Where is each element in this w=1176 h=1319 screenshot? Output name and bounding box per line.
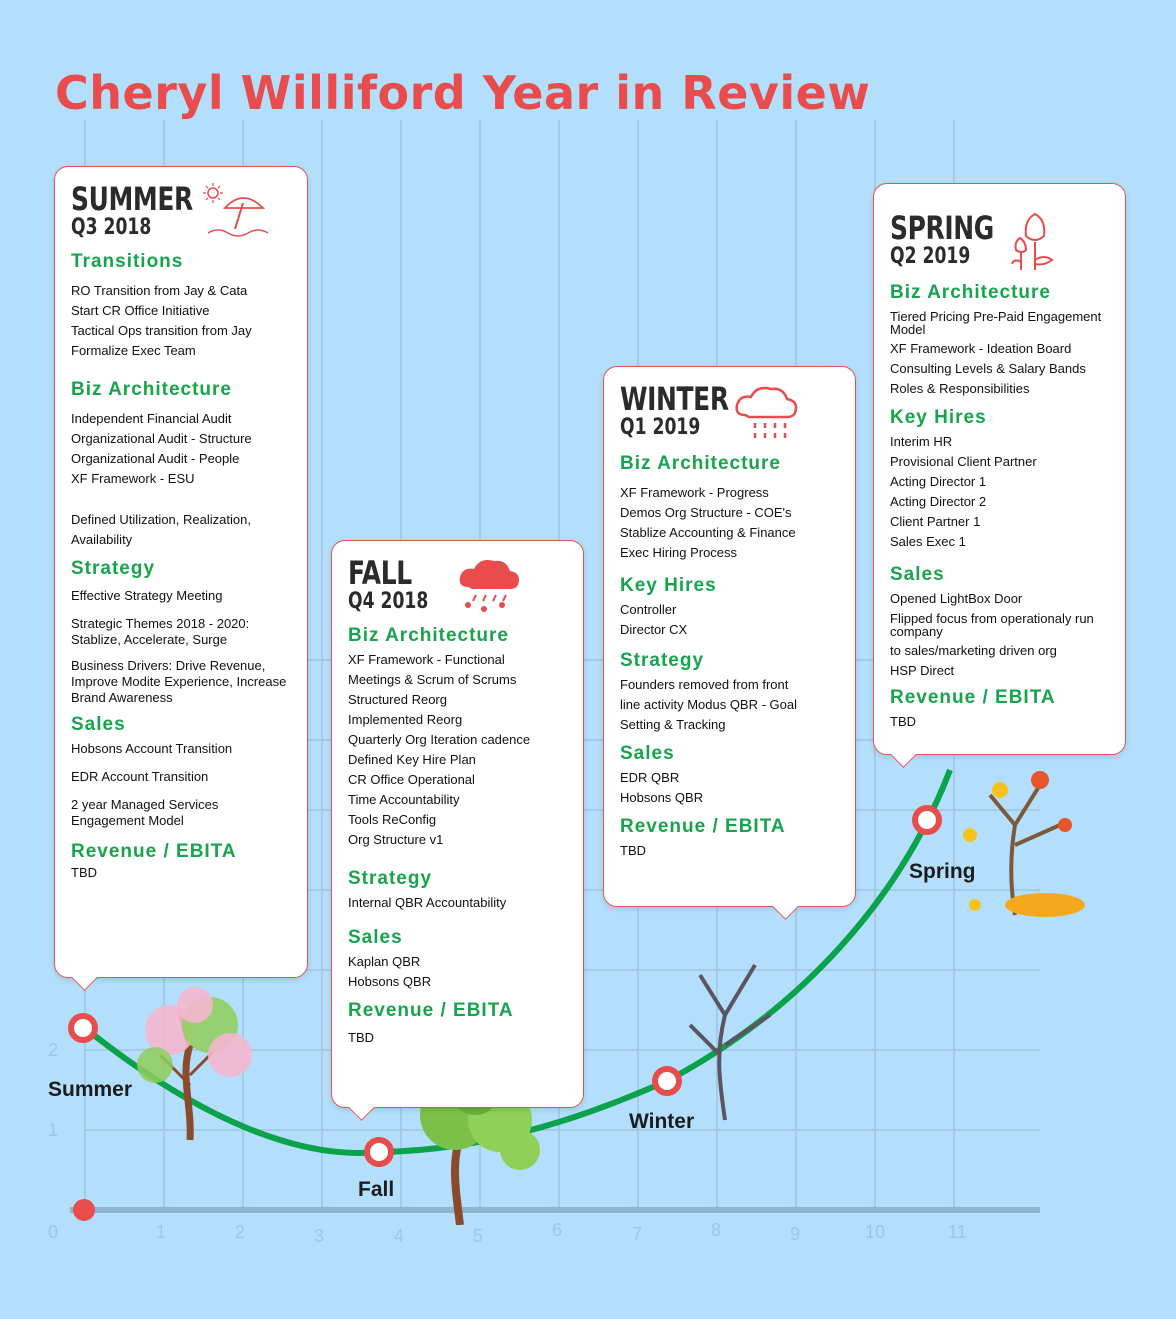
- list-item: Director CX: [620, 622, 688, 637]
- section-title: Key Hires: [890, 407, 987, 428]
- list-item: Demos Org Structure - COE's: [620, 505, 792, 520]
- x-tick: 2: [235, 1222, 246, 1242]
- list-item: XF Framework - Ideation Board: [890, 341, 1072, 356]
- section-title: Biz Architecture: [348, 625, 509, 646]
- section-title: Biz Architecture: [620, 453, 781, 474]
- list-item: TBD: [71, 865, 97, 880]
- section-title: Sales: [890, 564, 945, 585]
- list-item: TBD: [620, 843, 646, 858]
- list-item: Hobsons Account Transition: [71, 741, 233, 756]
- x-tick: 8: [711, 1220, 722, 1240]
- season-name: SUMMER: [71, 180, 193, 218]
- timeline-label: Summer: [48, 1078, 133, 1101]
- list-item: Quarterly Org Iteration cadence: [348, 732, 531, 747]
- summer-card: [54, 166, 308, 978]
- list-item: Structured Reorg: [348, 692, 447, 707]
- season-name: SPRING: [890, 209, 994, 247]
- blossom-tree-icon: [120, 985, 270, 1145]
- list-item: EDR Account Transition: [71, 769, 209, 784]
- list-item: TBD: [348, 1030, 374, 1045]
- list-item: Tools ReConfig: [348, 812, 437, 827]
- section-title: Transitions: [71, 251, 184, 272]
- x-tick: 1: [156, 1222, 167, 1242]
- list-item: Start CR Office Initiative: [71, 303, 210, 318]
- list-item: Org Structure v1: [348, 832, 444, 847]
- list-item: Hobsons QBR: [620, 790, 704, 805]
- x-tick: 9: [790, 1224, 801, 1244]
- list-item: XF Framework - Progress: [620, 485, 769, 500]
- season-quarter: Q4 2018: [348, 589, 429, 614]
- list-item: line activity Modus QBR - Goal: [620, 697, 798, 712]
- timeline-point-fall[interactable]: [364, 1137, 394, 1167]
- timeline-label: Spring: [909, 860, 976, 883]
- autumn-tree-icon: [960, 765, 1090, 925]
- x-tick: 3: [314, 1226, 325, 1246]
- x-tick: 6: [552, 1220, 563, 1240]
- section-title: Key Hires: [620, 575, 717, 596]
- list-item: Tiered Pricing Pre-Paid Engagement Model: [890, 309, 1102, 337]
- season-quarter: Q2 2019: [890, 244, 971, 269]
- list-item: Controller: [620, 602, 677, 617]
- rain-cloud-icon: [458, 557, 522, 613]
- timeline-label: Fall: [358, 1178, 395, 1201]
- timeline-point-winter[interactable]: [652, 1066, 682, 1096]
- list-item: Effective Strategy Meeting: [71, 588, 223, 603]
- y-tick: 2: [48, 1040, 59, 1060]
- timeline-point-summer[interactable]: [68, 1013, 98, 1043]
- tulip-icon: [1010, 212, 1060, 272]
- section-title: Strategy: [348, 868, 433, 889]
- list-item: XF Framework - Functional: [348, 652, 505, 667]
- list-item: Sales Exec 1: [890, 534, 966, 549]
- winter-card: [603, 366, 856, 907]
- season-quarter: Q3 2018: [71, 215, 152, 240]
- list-item: TBD: [890, 714, 916, 729]
- section-title: Revenue / EBITA: [620, 816, 786, 837]
- x-tick: 11: [948, 1222, 967, 1242]
- list-item: Exec Hiring Process: [620, 545, 738, 560]
- list-item: Founders removed from front: [620, 677, 789, 692]
- list-item: Stablize Accounting & Finance: [620, 525, 796, 540]
- list-item: Roles & Responsibilities: [890, 381, 1030, 396]
- list-item: EDR QBR: [620, 770, 680, 785]
- timeline-point-spring[interactable]: [912, 805, 942, 835]
- list-item: Strategic Themes 2018 - 2020: Stablize, Accelerate, Surge: [71, 616, 250, 647]
- x-tick: 5: [473, 1226, 484, 1246]
- list-item: Independent Financial Audit: [71, 411, 232, 426]
- rain-cloud-outline-icon: [735, 383, 799, 443]
- list-item: Acting Director 1: [890, 474, 987, 489]
- page-title: Cheryl Williford Year in Review: [55, 66, 871, 120]
- list-item: Formalize Exec Team: [71, 343, 196, 358]
- x-tick: 0: [48, 1222, 59, 1242]
- list-item: Flipped focus from operationaly run company: [890, 611, 1094, 639]
- fall-card: [331, 540, 584, 1108]
- bare-tree-icon: [680, 955, 790, 1125]
- spring-card: [873, 183, 1126, 755]
- section-title: Sales: [348, 927, 403, 948]
- section-title: Sales: [71, 714, 126, 735]
- list-item: Defined Key Hire Plan: [348, 752, 476, 767]
- list-item: Client Partner 1: [890, 514, 981, 529]
- list-item: RO Transition from Jay & Cata: [71, 283, 248, 298]
- timeline-label: Winter: [629, 1110, 695, 1133]
- list-item: Implemented Reorg: [348, 712, 463, 727]
- season-quarter: Q1 2019: [620, 415, 701, 440]
- list-item: Internal QBR Accountability: [348, 895, 507, 910]
- section-title: Strategy: [71, 558, 156, 579]
- x-tick: 4: [394, 1226, 405, 1246]
- list-item: Meetings & Scrum of Scrums: [348, 672, 517, 687]
- list-item: Time Accountability: [348, 792, 460, 807]
- list-item: CR Office Operational: [348, 772, 475, 787]
- list-item: Defined Utilization, Realization, Availability: [71, 512, 251, 547]
- section-title: Strategy: [620, 650, 705, 671]
- list-item: Hobsons QBR: [348, 974, 432, 989]
- list-item: Acting Director 2: [890, 494, 987, 509]
- list-item: Setting & Tracking: [620, 717, 726, 732]
- list-item: Interim HR: [890, 434, 953, 449]
- list-item: HSP Direct: [890, 663, 955, 678]
- list-item: to sales/marketing driven org: [890, 643, 1057, 658]
- list-item: Business Drivers: Drive Revenue, Improve Modite Experience, Increase Brand Awareness: [71, 658, 287, 705]
- section-title: Revenue / EBITA: [890, 687, 1056, 708]
- list-item: Tactical Ops transition from Jay: [71, 323, 252, 338]
- beach-umbrella-icon: [203, 183, 273, 241]
- list-item: Opened LightBox Door: [890, 591, 1023, 606]
- section-title: Revenue / EBITA: [71, 841, 237, 862]
- y-tick: 1: [48, 1120, 59, 1140]
- section-title: Biz Architecture: [71, 379, 232, 400]
- section-title: Biz Architecture: [890, 282, 1051, 303]
- list-item: 2 year Managed Services Engagement Model: [71, 797, 219, 828]
- list-item: Organizational Audit - Structure: [71, 431, 252, 446]
- x-tick: 7: [632, 1224, 643, 1244]
- list-item: Provisional Client Partner: [890, 454, 1037, 469]
- list-item: Kaplan QBR: [348, 954, 421, 969]
- section-title: Sales: [620, 743, 675, 764]
- season-name: WINTER: [620, 380, 729, 418]
- season-name: FALL: [348, 554, 412, 592]
- list-item: Consulting Levels & Salary Bands: [890, 361, 1086, 376]
- x-tick: 10: [865, 1222, 886, 1242]
- list-item: XF Framework - ESU: [71, 471, 195, 486]
- section-title: Revenue / EBITA: [348, 1000, 514, 1021]
- list-item: Organizational Audit - People: [71, 451, 240, 466]
